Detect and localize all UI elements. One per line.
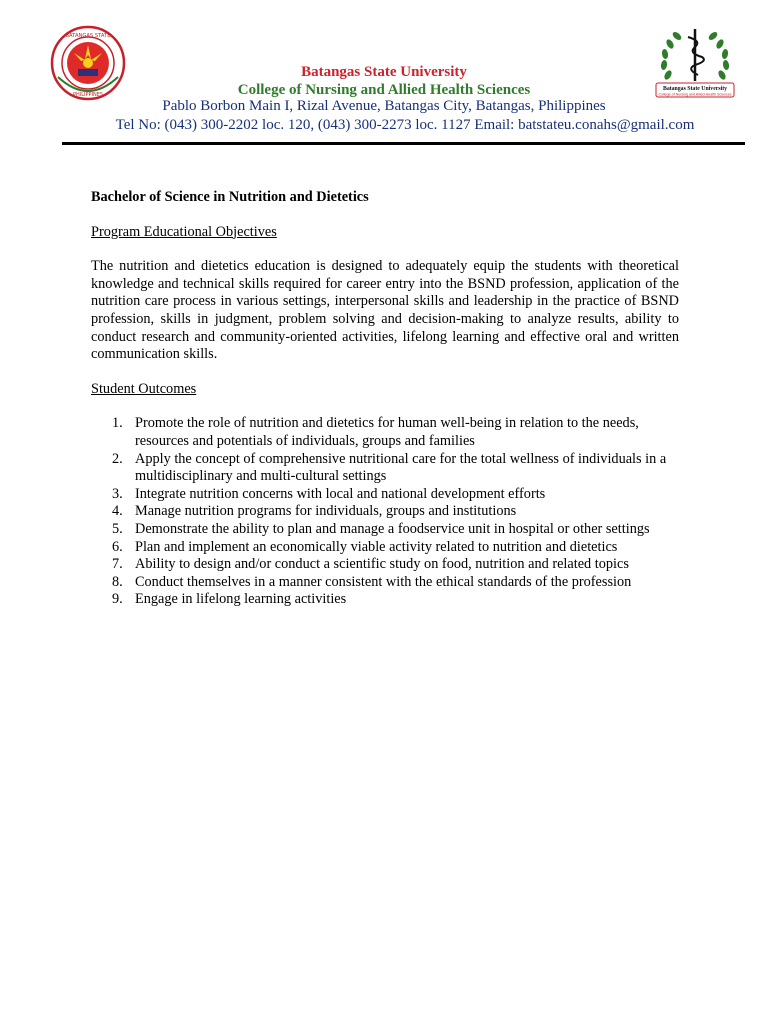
- university-name: Batangas State University: [301, 64, 467, 80]
- item-text: Promote the role of nutrition and dietetics for human well-being in relation to the needs, resources and potentials of individuals, groups and families: [135, 415, 639, 449]
- objectives-heading: Program Educational Objectives: [91, 223, 277, 240]
- objectives-paragraph: The nutrition and dietetics education is designed to adequately equip the students with theoretical knowledge and technical skills required for career entry into the BSND profession, application of the nutrition care process in various settings, interpersonal skills and leadership in the practice of BSND profession, skills in judgment, problem solving and decision-making to analyze results, ability to conduct research and community-oriented activities, lifelong learning and effective oral and written communication skills.: [91, 258, 679, 363]
- item-text: Integrate nutrition concerns with local and national development efforts: [135, 485, 546, 502]
- logo-caption: Batangas State University: [662, 86, 728, 92]
- list-item: [91, 539, 679, 557]
- item-text: Demonstrate the ability to plan and manage a foodservice unit in hospital or other settings: [135, 520, 650, 537]
- contact-line: Tel No: (043) 300-2202 loc. 120, (043) 300-2273 loc. 1127 Email: batstateu.conahs@gmail.com: [115, 117, 695, 133]
- list-item: [91, 574, 679, 592]
- list-item: [91, 556, 679, 574]
- letterhead: [0, 0, 768, 150]
- item-number: 8.: [112, 573, 123, 590]
- svg-text:PHILIPPINES: PHILIPPINES: [72, 92, 104, 98]
- item-text: Conduct themselves in a manner consistent with the ethical standards of the profession: [135, 573, 632, 590]
- document-body: [91, 189, 679, 609]
- list-item: [91, 591, 679, 609]
- item-text: Apply the concept of comprehensive nutritional care for the total wellness of individuals in a multidisciplinary and multi-cultural settings: [135, 450, 667, 485]
- list-item: [91, 451, 679, 486]
- college-name: College of Nursing and Allied Health Sciences: [237, 82, 531, 98]
- outcomes-list: [91, 415, 679, 609]
- item-number: 1.: [112, 415, 123, 432]
- item-text: Engage in lifelong learning activities: [135, 591, 347, 608]
- university-seal-icon: [46, 25, 130, 101]
- list-item: [91, 521, 679, 539]
- item-number: 6.: [112, 538, 123, 555]
- outcomes-heading: Student Outcomes: [91, 380, 197, 397]
- svg-text:BATANGAS STATE: BATANGAS STATE: [65, 33, 111, 39]
- item-number: 7.: [112, 556, 123, 573]
- item-number: 9.: [112, 591, 123, 608]
- header-divider: [62, 142, 745, 145]
- item-text: Plan and implement an economically viable activity related to nutrition and dietetics: [135, 538, 618, 555]
- item-text: Manage nutrition programs for individuals, groups and institutions: [135, 503, 517, 520]
- list-item: [91, 503, 679, 521]
- logo-subcaption: College of Nursing and Allied Health Sciences: [658, 92, 732, 97]
- item-number: 3.: [112, 485, 123, 502]
- program-title: Bachelor of Science in Nutrition and Dietetics: [91, 189, 369, 205]
- college-address: Pablo Borbon Main I, Rizal Avenue, Batangas City, Batangas, Philippines: [162, 98, 606, 114]
- list-item: [91, 415, 679, 450]
- item-number: 5.: [112, 520, 123, 537]
- list-item: [91, 486, 679, 504]
- college-logo-icon: [650, 23, 740, 103]
- item-number: 4.: [112, 503, 123, 520]
- item-text: Ability to design and/or conduct a scientific study on food, nutrition and related topics: [135, 556, 629, 573]
- item-number: 2.: [112, 450, 123, 467]
